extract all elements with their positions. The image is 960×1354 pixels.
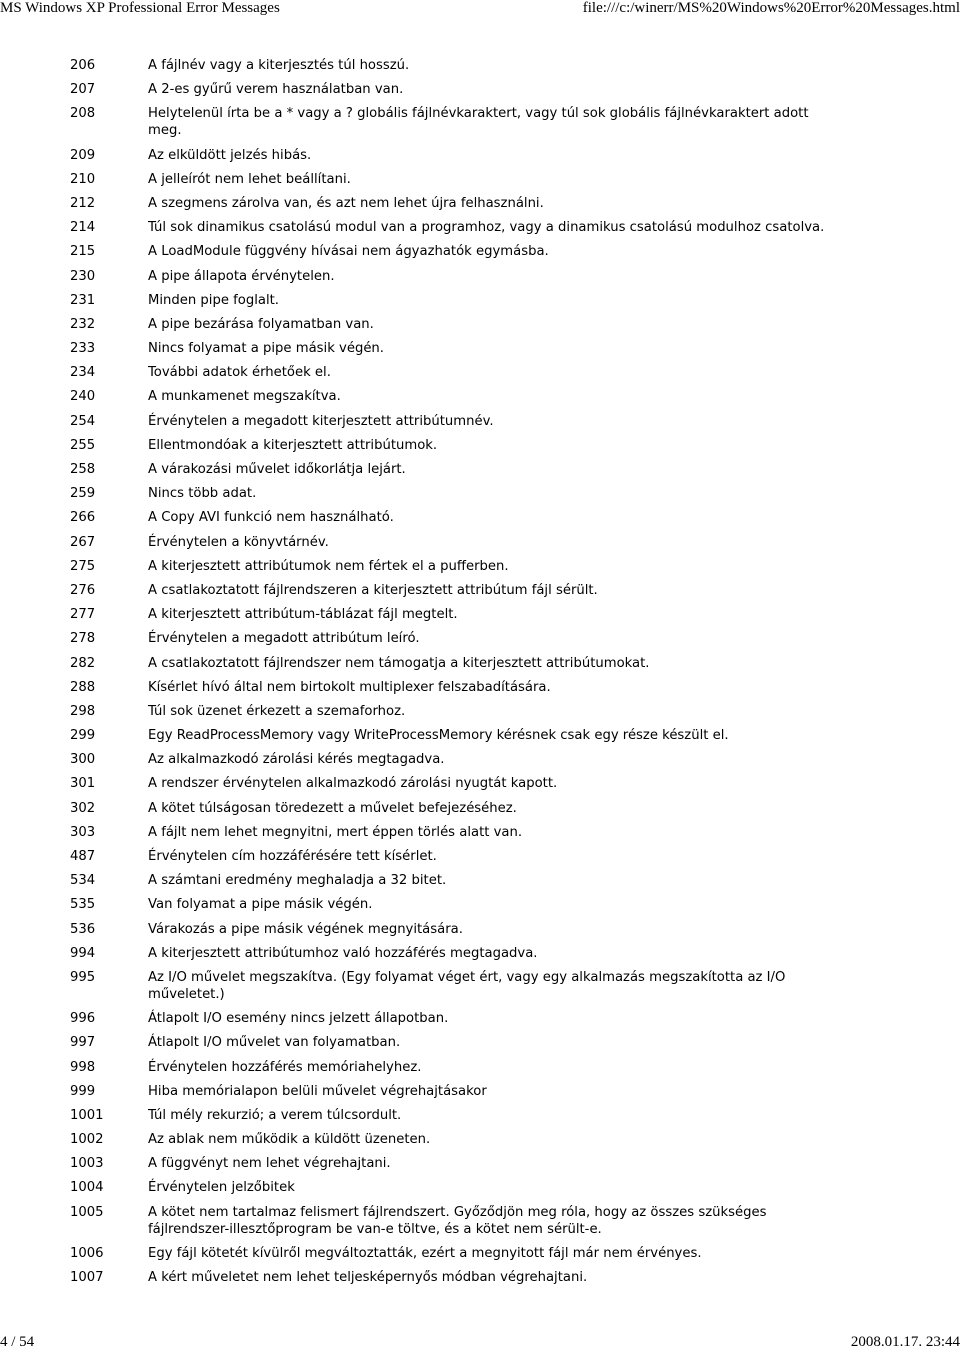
error-row <box>70 268 840 285</box>
error-message: A fájlt nem lehet megnyitni, mert éppen törlés alatt van. <box>148 824 523 840</box>
error-code: 1006 <box>70 1245 104 1261</box>
error-code: 208 <box>70 106 96 122</box>
error-code: 231 <box>70 292 96 308</box>
error-code: 259 <box>70 486 96 502</box>
error-code: 267 <box>70 534 96 550</box>
error-message: Ellentmondóak a kiterjesztett attribútumok. <box>148 437 438 453</box>
error-message: Érvénytelen a megadott kiterjesztett attribútumnév. <box>148 413 494 429</box>
error-row <box>70 316 840 333</box>
error-code: 1002 <box>70 1132 104 1148</box>
error-row <box>70 800 840 817</box>
error-message: A rendszer érvénytelen alkalmazkodó zárolási nyugtát kapott. <box>148 776 558 792</box>
error-message: A kötet túlságosan töredezett a művelet befejezéséhez. <box>148 800 517 816</box>
error-row <box>70 219 840 236</box>
error-code: 999 <box>70 1083 96 1099</box>
error-message: Érvénytelen a megadott attribútum leíró. <box>148 631 420 647</box>
error-row <box>70 243 840 260</box>
error-code: 299 <box>70 728 96 744</box>
error-row <box>70 81 840 98</box>
error-message-list <box>70 57 840 1293</box>
error-row <box>70 1155 840 1172</box>
error-row <box>70 945 840 962</box>
error-row <box>70 582 840 599</box>
error-message: Átlapolt I/O művelet van folyamatban. <box>148 1035 401 1051</box>
error-message: Van folyamat a pipe másik végén. <box>148 897 373 913</box>
error-row <box>70 171 840 188</box>
error-row <box>70 1131 840 1148</box>
error-message: Az ablak nem működik a küldött üzeneten. <box>148 1132 431 1148</box>
error-message: Túl sok dinamikus csatolású modul van a programhoz, vagy a dinamikus csatolású modulhoz csatolva. <box>148 220 825 236</box>
error-message: A munkamenet megszakítva. <box>148 389 341 405</box>
error-message: A kiterjesztett attribútumhoz való hozzáférés megtagadva. <box>148 945 538 961</box>
error-message: Helytelenül írta be a * vagy a ? globális fájlnévkaraktert, vagy túl sok globális fájlnévkaraktert adott meg. <box>148 106 809 139</box>
error-message: A függvényt nem lehet végrehajtani. <box>148 1156 391 1172</box>
error-message: A kiterjesztett attribútumok nem fértek el a pufferben. <box>148 558 509 574</box>
error-row <box>70 388 840 405</box>
error-message: Túl mély rekurzió; a verem túlcsordult. <box>148 1107 402 1123</box>
error-row <box>70 1269 840 1286</box>
error-message: Érvénytelen jelzőbitek <box>148 1180 295 1196</box>
error-code: 298 <box>70 703 96 719</box>
error-code: 212 <box>70 195 96 211</box>
error-code: 266 <box>70 510 96 526</box>
error-code: 276 <box>70 582 96 598</box>
error-row <box>70 485 840 502</box>
error-message: A szegmens zárolva van, és azt nem lehet újra felhasználni. <box>148 195 544 211</box>
error-row <box>70 703 840 720</box>
error-code: 282 <box>70 655 96 671</box>
error-message: A várakozási művelet időkorlátja lejárt. <box>148 462 406 477</box>
error-code: 254 <box>70 413 96 429</box>
error-code: 240 <box>70 389 96 405</box>
error-row <box>70 364 840 381</box>
error-code: 534 <box>70 873 96 889</box>
error-row <box>70 195 840 212</box>
error-code: 209 <box>70 147 96 163</box>
error-row <box>70 1059 840 1076</box>
error-code: 234 <box>70 365 96 381</box>
error-row <box>70 1034 840 1051</box>
error-row <box>70 1010 840 1027</box>
error-row <box>70 848 840 865</box>
error-code: 233 <box>70 341 96 357</box>
error-message: Érvénytelen cím hozzáférésére tett kísérlet. <box>148 849 437 864</box>
error-code: 995 <box>70 969 96 985</box>
error-code: 1007 <box>70 1270 104 1285</box>
error-row <box>70 413 840 430</box>
error-code: 302 <box>70 800 96 816</box>
error-message: A Copy AVI funkció nem használható. <box>148 510 394 526</box>
error-code: 1004 <box>70 1180 104 1196</box>
error-row <box>70 57 840 74</box>
error-message: Érvénytelen hozzáférés memóriahelyhez. <box>148 1059 422 1075</box>
error-row <box>70 872 840 889</box>
error-message: Átlapolt I/O esemény nincs jelzett állapotban. <box>148 1011 449 1027</box>
error-message: A pipe bezárása folyamatban van. <box>148 316 374 332</box>
error-message: További adatok érhetőek el. <box>148 365 331 381</box>
error-code: 255 <box>70 437 96 453</box>
error-message: Egy ReadProcessMemory vagy WriteProcessMemory kérésnek csak egy része készült el. <box>148 728 729 744</box>
error-message: A pipe állapota érvénytelen. <box>148 268 335 284</box>
error-code: 210 <box>70 171 96 187</box>
error-row <box>70 630 840 647</box>
error-row <box>70 1245 840 1262</box>
page-header <box>0 0 960 20</box>
error-message: Nincs több adat. <box>148 486 257 502</box>
page-number: 4 / 54 <box>0 1334 35 1350</box>
page-footer <box>0 1334 960 1354</box>
error-code: 206 <box>70 58 96 73</box>
error-row <box>70 534 840 551</box>
error-row <box>70 751 840 768</box>
error-message: Nincs folyamat a pipe másik végén. <box>148 341 384 357</box>
error-message: A jelleírót nem lehet beállítani. <box>148 171 351 187</box>
error-code: 1005 <box>70 1204 104 1220</box>
error-code: 487 <box>70 849 96 864</box>
error-row <box>70 147 840 164</box>
error-row <box>70 461 840 478</box>
error-row <box>70 775 840 792</box>
error-code: 536 <box>70 921 96 937</box>
error-message: Egy fájl kötetét kívülről megváltoztatták, ezért a megnyitott fájl már nem érvényes. <box>148 1245 702 1261</box>
error-code: 303 <box>70 824 96 840</box>
error-message: Minden pipe foglalt. <box>148 292 279 308</box>
error-row <box>70 340 840 357</box>
error-row <box>70 292 840 309</box>
error-code: 277 <box>70 607 96 623</box>
error-message: Az I/O művelet megszakítva. (Egy folyamat véget ért, vagy egy alkalmazás megszakította az I/O műveletet.) <box>148 969 786 1002</box>
error-row <box>70 606 840 623</box>
error-code: 300 <box>70 752 96 768</box>
error-code: 288 <box>70 679 96 695</box>
error-message: Kísérlet hívó által nem birtokolt multiplexer felszabadítására. <box>148 679 551 695</box>
error-message: A 2-es gyűrű verem használatban van. <box>148 82 404 98</box>
print-date: 2008.01.17. 23:44 <box>850 1334 960 1350</box>
document-title: MS Windows XP Professional Error Messages <box>0 0 280 16</box>
error-message: Érvénytelen a könyvtárnév. <box>148 534 329 550</box>
error-message: A csatlakoztatott fájlrendszeren a kiterjesztett attribútum fájl sérült. <box>148 582 598 598</box>
error-row <box>70 558 840 575</box>
error-row <box>70 1083 840 1100</box>
error-code: 232 <box>70 316 96 332</box>
error-row <box>70 509 840 526</box>
error-row <box>70 105 840 139</box>
error-row <box>70 1204 840 1238</box>
error-code: 1003 <box>70 1156 104 1172</box>
error-message: Várakozás a pipe másik végének megnyitására. <box>148 921 463 937</box>
error-row <box>70 896 840 913</box>
error-code: 207 <box>70 82 96 98</box>
error-code: 997 <box>70 1035 96 1051</box>
error-code: 214 <box>70 220 96 236</box>
error-row <box>70 824 840 841</box>
error-message: Az alkalmazkodó zárolási kérés megtagadva. <box>148 752 445 768</box>
error-code: 258 <box>70 462 96 477</box>
error-row <box>70 727 840 744</box>
error-message: A kiterjesztett attribútum-táblázat fájl megtelt. <box>148 607 458 623</box>
error-code: 215 <box>70 244 96 260</box>
error-code: 994 <box>70 945 96 961</box>
error-row <box>70 969 840 1003</box>
error-message: Hiba memórialapon belüli művelet végrehajtásakor <box>148 1083 487 1099</box>
error-message: A LoadModule függvény hívásai nem ágyazhatók egymásba. <box>148 244 549 260</box>
document-url: file:///c:/winerr/MS%20Windows%20Error%20Messages.html <box>582 0 960 16</box>
error-message: A fájlnév vagy a kiterjesztés túl hosszú. <box>148 58 410 73</box>
error-message: A számtani eredmény meghaladja a 32 bitet. <box>148 873 447 889</box>
error-code: 998 <box>70 1059 96 1075</box>
error-code: 1001 <box>70 1107 104 1123</box>
error-code: 996 <box>70 1011 96 1027</box>
error-row <box>70 1107 840 1124</box>
error-row <box>70 655 840 672</box>
error-code: 301 <box>70 776 96 792</box>
error-code: 275 <box>70 558 96 574</box>
error-code: 278 <box>70 631 96 647</box>
error-row <box>70 1179 840 1196</box>
error-message: A kötet nem tartalmaz felismert fájlrendszert. Győződjön meg róla, hogy az összes szükséges fájlrendszer-illesztőprogram be van-e töltve, és a kötet nem sérült-e. <box>148 1204 767 1237</box>
error-code: 230 <box>70 268 96 284</box>
error-code: 535 <box>70 897 96 913</box>
error-row <box>70 679 840 696</box>
error-row <box>70 921 840 938</box>
error-message: A csatlakoztatott fájlrendszer nem támogatja a kiterjesztett attribútumokat. <box>148 655 650 671</box>
error-message: Túl sok üzenet érkezett a szemaforhoz. <box>148 703 406 719</box>
error-message: A kért műveletet nem lehet teljesképernyős módban végrehajtani. <box>148 1270 588 1285</box>
error-message: Az elküldött jelzés hibás. <box>148 147 312 163</box>
error-row <box>70 437 840 454</box>
